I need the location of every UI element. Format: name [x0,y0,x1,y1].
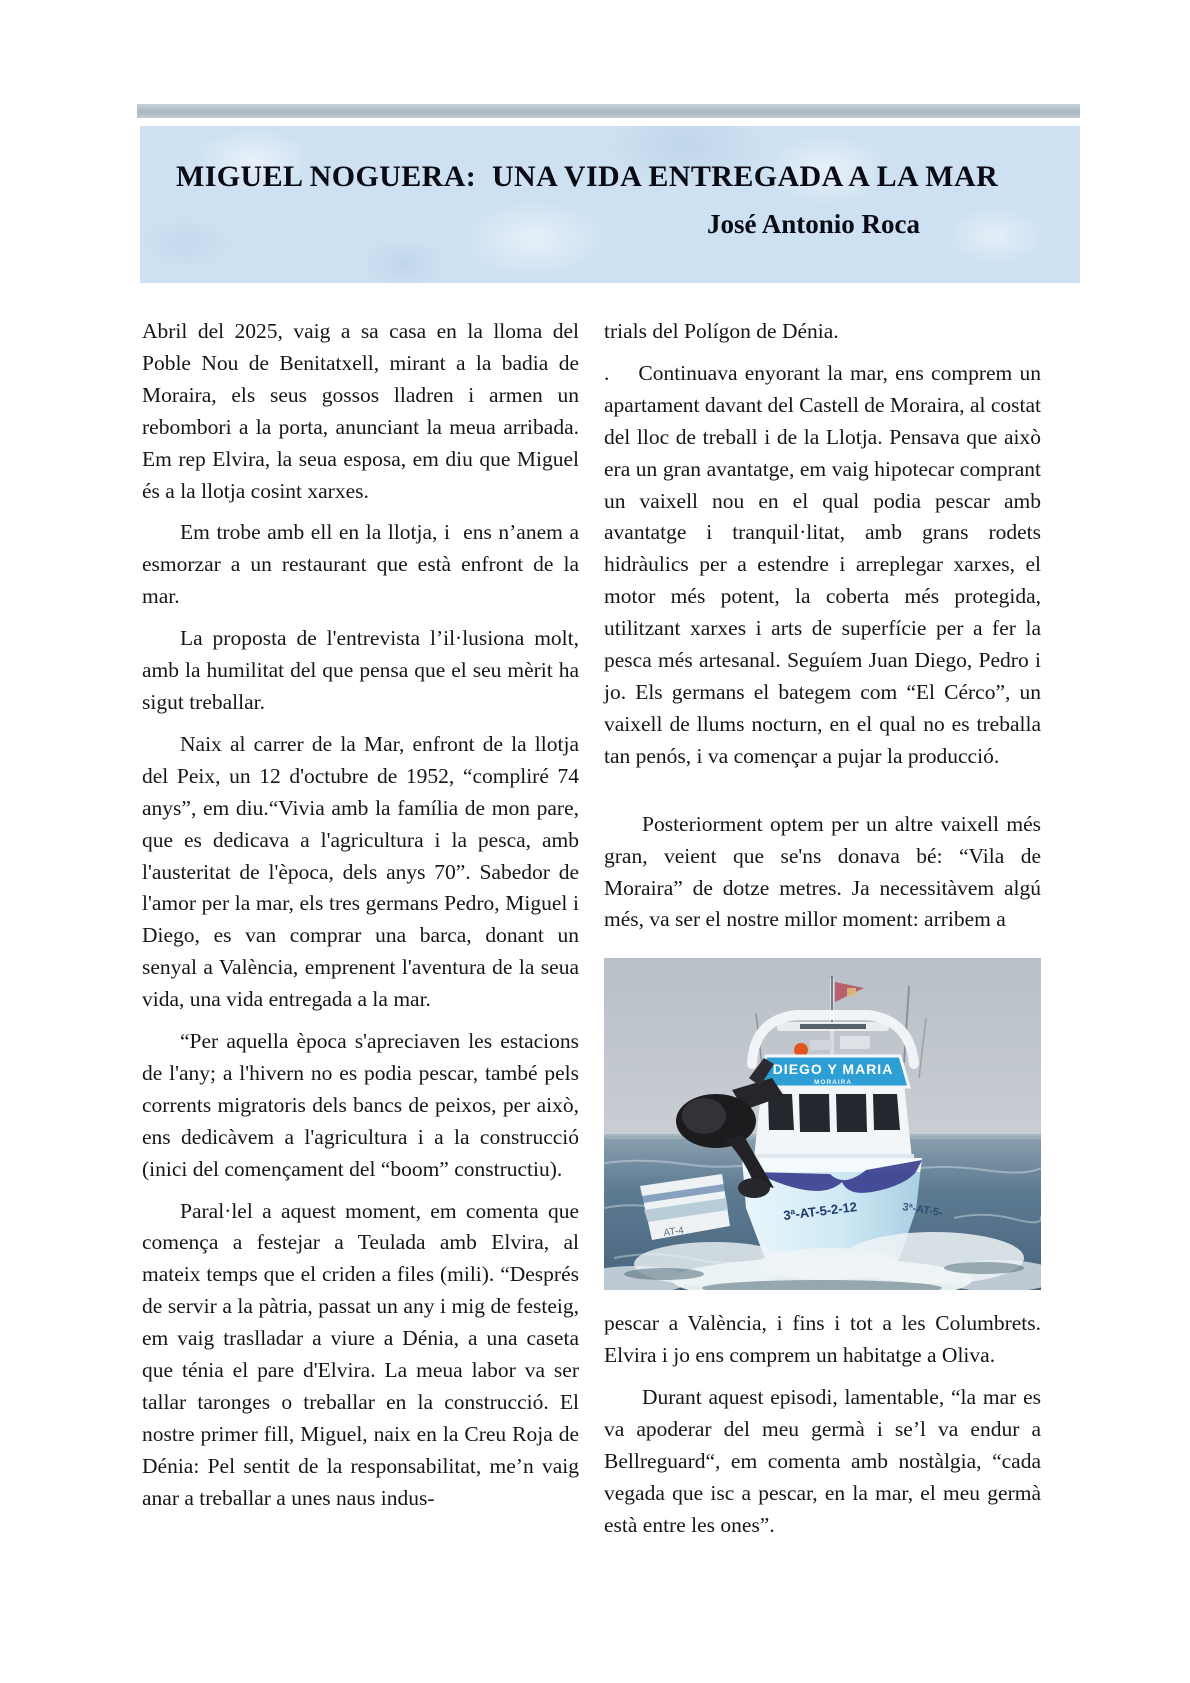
paragraph: La proposta de l'entrevista l’il·lusiona molt, amb la humilitat del que pensa que el seu mèrit ha sigut treballar. [142,626,579,714]
header-banner [140,126,1080,283]
paragraph: Em trobe amb ell en la llotja, i ens n’anem a esmorzar a un restaurant que està enfront de la mar. [142,520,579,609]
paragraph: . Continuava enyorant la mar, ens comprem un apartament davant del Castell de Moraira, al costat del lloc de treball i de la Llotja. Pensava que això era un gran avantatge, em vaig hipotecar comprant un vaixell nou en el qual podia pescar amb avantatge i tranquil·litat, amb grans rodets hidràulics per a estendre i arreplegar xarxes, el motor més potent, la coberta més protegida, utilitzant xarxes i arts de superfície per a fer la pesca més artesanal. Seguíem Juan Diego, Pedro i jo. Els germans el bategem com “El Cérco”, un vaixell de llums nocturn, en el qual no es treballa tan penós, i va començar a pujar la producció. [604,360,1041,768]
author-name: José Antonio Roca [706,209,920,239]
boat-name: DIEGO Y MARIA [772,1061,894,1078]
hull-registration-right: 3ª-AT-5- [901,1201,944,1220]
page-title: MIGUEL NOGUERA: UNA VIDA ENTREGADA A LA MAR [176,160,999,193]
paragraph: “Per aquella època s'apreciaven les estacions de l'any; a l'hivern no es podia pescar, també pels corrents migratoris dels bancs de peixos, per això, ens dedicàvem a l'agricultura i a la construcció (inici del començament del “boom” constructiu). [142,1029,579,1181]
boat-photo [604,958,1041,1290]
paragraph: Durant aquest episodi, lamentable, “la mar es va apoderar del meu germà i se’l va endur a Bellreguard“, em comenta amb nostàlgia, “cada vegada que isc a pescar, en la mar, el meu germà està entre les ones”. [604,1385,1041,1537]
skiff-marking: AT-4 [662,1225,685,1240]
paragraph: Posteriorment optem per un altre vaixell més gran, veient que se'ns donava bé: “Vila de Moraira” de dotze metres. Ja necessitàvem algú més, va ser el nostre millor moment: arribem a [604,811,1041,932]
paragraph: Paral·lel a aquest moment, em comenta que comença a festejar a Teulada amb Elvira, al mateix temps que el criden a files (mili). “Després de servir a la pàtria, passat un any i mig de festeig, em vaig traslladar a viure a Dénia, a una caseta que ténia el pare d'Elvira. La meua labor va ser tallar taronges o treballar en la construcció. El nostre primer fill, Miguel, naix en la Creu Roja de Dénia: Pel sentit de la responsabilitat, me’n vaig anar a treballar a unes naus indus- [142,1198,579,1510]
column-right [604,316,1041,1552]
header-top-strip [137,104,1080,118]
paragraph: Abril del 2025, vaig a sa casa en la lloma del Poble Nou de Benitatxell, mirant a la badia de Moraira, els seus gossos lladren i armen un rebombori a la porta, anunciant la meua arribada. Em rep Elvira, la seua esposa, em diu que Miguel és a la llotja cosint xarxes. [142,319,579,503]
paragraph: trials del Polígon de Dénia. [604,319,839,343]
column-left [142,316,579,1552]
paragraph: pescar a València, i fins i tot a les Columbrets. Elvira i jo ens comprem un habitatge a Oliva. [604,1311,1041,1368]
hull-registration: 3ª-AT-5-2-12 [782,1199,858,1224]
boat-port: MORAIRA [813,1079,853,1087]
boat-photo-graphic [604,958,1041,1290]
article-body [142,316,1041,1552]
paragraph: Naix al carrer de la Mar, enfront de la llotja del Peix, un 12 d'octubre de 1952, “compliré 74 anys”, em diu.“Vivia amb la família de mon pare, que es dedicava a l'agricultura i la pesca, amb l'austeritat de l'època, dels anys 70”. Sabedor de l'amor per la mar, els tres germans Pedro, Miguel i Diego, es van comprar una barca, donant un senyal a València, emprenent l'aventura de la seua vida, una vida entregada a la mar. [142,731,579,1012]
boat-cabin [754,1056,914,1161]
